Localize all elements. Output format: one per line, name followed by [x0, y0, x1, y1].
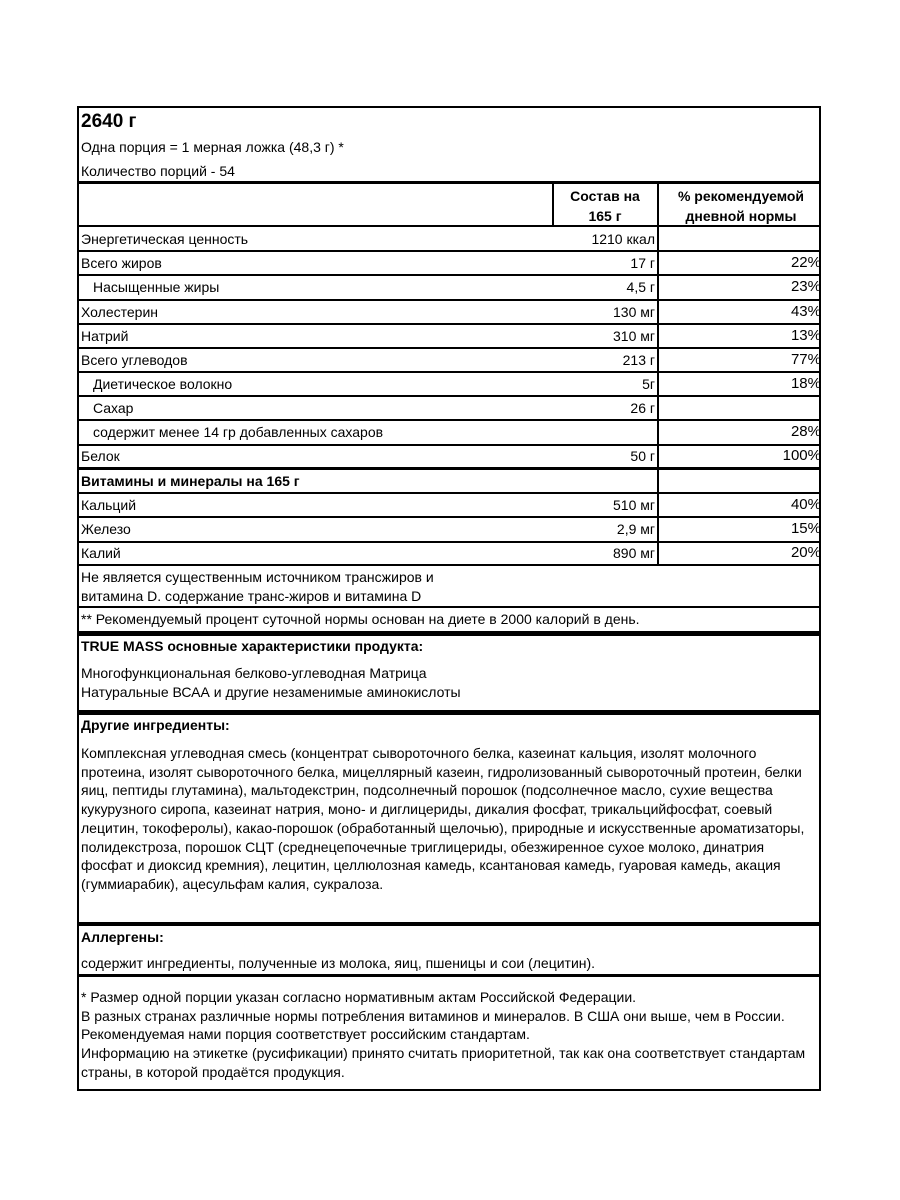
row-divider	[79, 419, 819, 421]
allergens-title: Аллергены:	[81, 929, 164, 945]
nutrient-name: Всего углеводов	[81, 352, 188, 368]
vitamin-name: Железо	[81, 521, 131, 537]
nutrient-name: Холестерин	[81, 304, 158, 320]
footnote	[81, 988, 813, 1082]
row-divider	[79, 564, 819, 566]
thick-divider	[79, 922, 819, 926]
row-divider	[79, 395, 819, 397]
net-weight: 2640 г	[81, 111, 137, 132]
servings-count: Количество порций - 54	[81, 163, 235, 179]
nutrient-amount: 17 г	[630, 255, 655, 271]
row-divider	[79, 371, 819, 373]
nutrient-name: Натрий	[81, 328, 129, 344]
nutrient-amount: 213 г	[622, 352, 655, 368]
daily-value-note: ** Рекомендуемый процент суточной нормы основан на диете в 2000 калорий в день.	[81, 611, 640, 627]
nutrient-name: Насыщенные жиры	[93, 279, 220, 295]
nutrient-amount: 310 мг	[613, 328, 655, 344]
nutrient-amount: 5г	[642, 376, 655, 392]
nutrient-percent: 28%	[790, 423, 821, 440]
row-divider	[79, 606, 819, 608]
features-line: Многофункциональная белково-углеводная Матрица	[81, 665, 427, 681]
nutrient-amount: 50 г	[630, 448, 655, 464]
row-divider	[79, 299, 819, 301]
divider	[79, 181, 819, 184]
vitamin-name: Калий	[81, 545, 121, 561]
row-divider	[79, 250, 819, 252]
vitamin-percent: 15%	[790, 520, 821, 537]
nutrient-percent: 18%	[790, 375, 821, 392]
ingredients-title: Другие ингредиенты:	[81, 717, 230, 733]
nutrient-name: Белок	[81, 448, 120, 464]
row-divider	[79, 347, 819, 349]
nutrient-amount: 4,5 г	[626, 279, 655, 295]
vitamin-percent: 20%	[790, 544, 821, 561]
nutrient-percent: 23%	[790, 278, 821, 295]
vitamin-amount: 2,9 мг	[616, 521, 655, 537]
divider	[79, 974, 819, 977]
nutrient-percent: 43%	[790, 303, 821, 320]
features-title: TRUE MASS основные характеристики продукта:	[81, 638, 424, 654]
thick-divider	[79, 631, 819, 636]
row-divider	[79, 516, 819, 518]
ingredients-text: Комплексная углеводная смесь (концентрат сывороточного белка, казеинат кальция, изолят молочного протеина, изолят сывороточного белка, мицеллярный казеин, гидролизованный сывороточный протеин, белки яиц, пептиды глутамина), мальтодекстрин, подсолнечный порошок (подсолнечное масло, сухие вещества кукурузного сиропа, казеинат натрия, моно- и диглицериды, дикалия фосфат, трикальцийфосфат, соевый лецитин, токоферолы), какао-порошок (обработанный щелочью), природные и искусственные ароматизаторы, полидекстроза, порошок СЦТ (среднецепочечные триглицериды, обезжиренное сухое молоко, динатрия фосфат и диоксид кремния), лецитин, целлюлозная камедь, ксантановая камедь, гуаровая камедь, акация (гуммиарабик), ацесульфам калия, сукралоза.	[81, 745, 805, 892]
footnote-line: Информацию на этикетке (русификации) принято считать приоритетной, так как она соответствует стандартам страны, в которой продаётся продукция.	[81, 1045, 806, 1080]
serving-size: Одна порция = 1 мерная ложка (48,3 г) *	[81, 139, 344, 155]
divider	[79, 225, 819, 227]
vitamins-title: Витамины и минералы на 165 г	[81, 473, 300, 489]
row-divider	[79, 541, 819, 543]
nutrient-amount: 26 г	[630, 400, 655, 416]
allergens-text: содержит ингредиенты, полученные из молока, яиц, пшеницы и сои (лецитин).	[81, 955, 596, 971]
trans-fat-note-line1: Не является существенным источником трансжиров и	[81, 569, 434, 585]
column-header-percent: % рекомендуемой дневной нормы	[677, 188, 805, 224]
nutrient-amount: 1210 ккал	[591, 231, 655, 247]
nutrient-amount: 130 мг	[613, 304, 655, 320]
footnote-line: В разных странах различные нормы потребления витаминов и минералов. В США они выше, чем в России. Рекомендуемая нами порция соответствует российским стандартам.	[81, 1007, 785, 1043]
trans-fat-note-line2: витамина D. содержание транс-жиров и витамина D	[81, 588, 422, 604]
nutrient-percent: 77%	[790, 351, 821, 368]
vitamin-percent: 40%	[790, 496, 821, 513]
footnote-line: * Размер одной порции указан согласно нормативным актам Российской Федерации.	[81, 989, 637, 1005]
column-header-amount: Состав на 165 г	[570, 188, 640, 224]
nutrient-percent: 13%	[790, 327, 821, 344]
vitamin-amount: 890 мг	[613, 545, 655, 561]
row-divider	[79, 444, 819, 446]
nutrition-label	[77, 106, 821, 1091]
vitamin-name: Кальций	[81, 497, 137, 513]
nutrient-percent: 22%	[790, 254, 821, 271]
nutrient-name: Диетическое волокно	[93, 376, 233, 392]
row-divider	[79, 274, 819, 276]
features-line: Натуральные ВСАА и другие незаменимые аминокислоты	[81, 684, 461, 700]
row-divider	[79, 323, 819, 325]
thick-divider	[79, 710, 819, 715]
nutrient-percent: 100%	[782, 447, 821, 464]
row-divider	[79, 492, 819, 494]
nutrient-name: содержит менее 14 гр добавленных сахаров	[93, 424, 384, 440]
nutrient-name: Всего жиров	[81, 255, 162, 271]
column-divider	[552, 181, 554, 227]
vitamin-amount: 510 мг	[613, 497, 655, 513]
row-divider	[79, 467, 819, 470]
nutrient-name: Сахар	[93, 400, 134, 416]
nutrient-name: Энергетическая ценность	[81, 231, 249, 247]
